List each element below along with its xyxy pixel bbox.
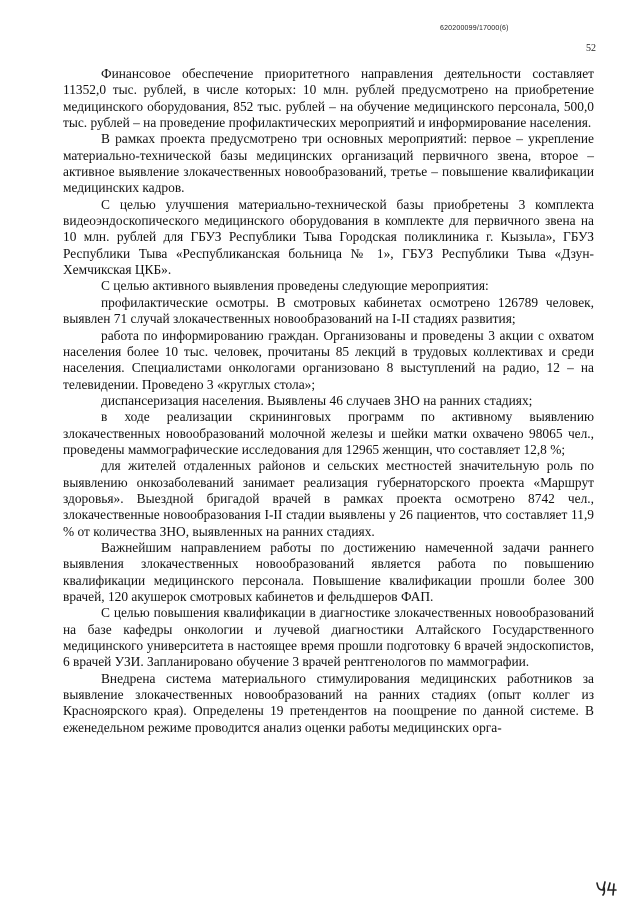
- paragraph-funding: Финансовое обеспечение приоритетного направления деятельности составляет 11352,0 тыс. рублей, в числе которых: 10 млн. рублей предусмотрено на приобретение медицинского оборудования, 852 тыс. рублей – на обучение медицинского персонала, 500,0 тыс. рублей – на проведение профилактических мероприятий и информирование населения.: [63, 66, 594, 131]
- paragraph-project-activities: В рамках проекта предусмотрено три основных мероприятий: первое – укрепление материально-технической базы медицинских организаций первичного звена, второе – активное выявление злокачественных новообразований, третье – повышение квалификации медицинских кадров.: [63, 131, 594, 196]
- page-number: 52: [586, 43, 596, 54]
- handwritten-page-mark: [594, 879, 622, 897]
- paragraph-detection-intro: С целью активного выявления проведены следующие мероприятия:: [101, 278, 489, 294]
- paragraph-qualification: Важнейшим направлением работы по достижению намеченной задачи раннего выявления злокачественных новообразований является работа по повышению квалификации медицинского персонала. Повышение квалификации прошли более 300 врачей, 120 акушерок смотровых кабинетов и фельдшеров ФАП.: [63, 539, 594, 604]
- document-body: [63, 66, 594, 736]
- paragraph-equipment: С целью улучшения материально-технической базы приобретены 3 комплекта видеоэндоскопического медицинского оборудования в комплекте для первичного звена на 10 млн. рублей для ГБУЗ Республики Тыва Городская поликлиника г. Кызыла», ГБУЗ Республики Тыва «Республиканская больница № 1», ГБУЗ Республики Тыва «Дзун-Хемчикская ЦКБ».: [63, 196, 594, 278]
- paragraph-informing: работа по информированию граждан. Организованы и проведены 3 акции с охватом населения более 10 тыс. человек, прочитаны 85 лекций в трудовых коллективах и среди населения. Специалистами онкологами организовано 8 выступлений на радио, 12 – на телевидении. Проведено 3 «круглых стола»;: [63, 327, 594, 392]
- paragraph-training: С целью повышения квалификации в диагностике злокачественных новообразований на базе кафедры онкологии и лучевой диагностики Алтайского Государственного медицинского университета в настоящее время прошли подготовку 6 врачей эндоскопистов, 6 врачей УЗИ. Запланировано обучение 3 врачей рентгенологов по маммографии.: [63, 605, 594, 670]
- paragraph-dispensary: диспансеризация населения. Выявлены 46 случаев ЗНО на ранних стадиях;: [101, 392, 533, 408]
- paragraph-preventive-exams: профилактические осмотры. В смотровых кабинетах осмотрено 126789 человек, выявлен 71 случай злокачественных новообразований на I-II стадиях развития;: [63, 294, 594, 327]
- document-id: 620200099/17000(6): [440, 25, 509, 32]
- paragraph-screening: в ходе реализации скрининговых программ по активному выявлению злокачественных новообразований молочной железы и шейки матки охвачено 98065 чел., проведены маммографические исследования для 12965 женщин, что составляет 12,8 %;: [63, 409, 594, 457]
- paragraph-remote-areas: для жителей отдаленных районов и сельских местностей значительную роль по выявлению онкозаболеваний занимает реализация губернаторского проекта «Маршрут здоровья». Выездной бригадой врачей в рамках проекта осмотрено 8742 чел., злокачественные новообразования I-II стадии выявлены у 26 пациентов, что составляет 11,9 % от количества ЗНО, выявленных на ранних стадиях.: [63, 458, 594, 539]
- paragraph-incentives: Внедрена система материального стимулирования медицинских работников за выявление злокачественных новообразований на ранних стадиях (опыт коллег из Красноярского края). Определены 19 претендентов на поощрение по данной системе. В еженедельном режиме проводится анализ оценки работы медицинских орга-: [63, 670, 594, 735]
